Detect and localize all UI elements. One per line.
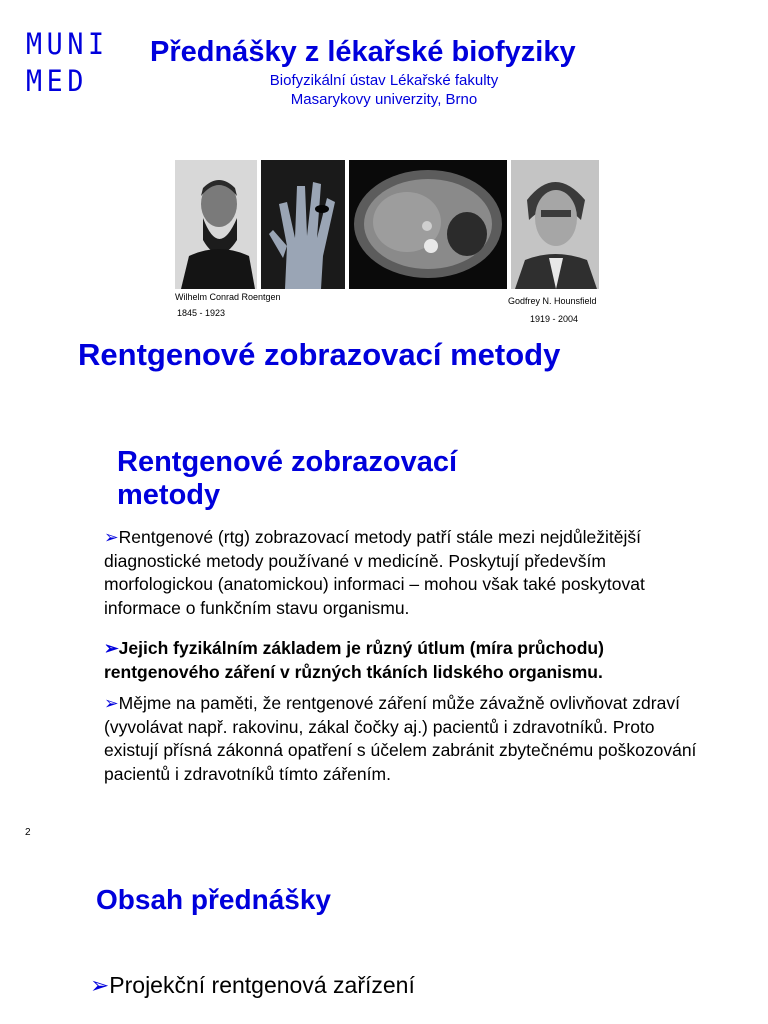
muni-med-logo [26,26,109,100]
hand-xray-image [261,160,345,289]
paragraph-2-text: Jejich fyzikálním základem je různý útlum (míra průchodu) rentgenového záření v různých tkáních lidského organismu. [104,638,604,682]
slide-2-title: Rentgenové zobrazovací metody [117,446,458,511]
logo-line-med: MED [26,64,88,98]
bullet-arrow-icon: ➢ [90,972,110,998]
hounsfield-caption-name: Godfrey N. Hounsfield [508,296,597,306]
paragraph-2 [104,637,704,684]
history-photo-strip [175,160,599,289]
toc-item-1 [90,972,415,999]
slide-1-title: Rentgenové zobrazovací metody [78,337,561,372]
hounsfield-portrait [511,160,599,289]
roentgen-caption-years: 1845 - 1923 [177,308,226,318]
bullet-arrow-icon: ➢ [104,693,119,713]
paragraph-3 [104,692,704,786]
page-number: 2 [25,827,31,838]
roentgen-portrait [175,160,257,289]
hounsfield-caption-years: 1919 - 2004 [530,314,579,324]
institute-line-1: Biofyzikální ústav Lékařské fakulty [269,72,499,89]
logo-line-muni: MUNI [26,27,109,61]
paragraph-1-text: Rentgenové (rtg) zobrazovací metody patří stále mezi nejdůležitější diagnostické metody používané v medicíně. Poskytují především morfologickou (anatomickou) informaci – mohou však také poskytovat informace o funkčním stavu organismu. [104,527,645,618]
ct-scan-image [349,160,507,289]
bullet-arrow-icon: ➢ [104,638,119,658]
toc-item-1-text: Projekční rentgenová zařízení [109,972,415,998]
bullet-arrow-icon: ➢ [104,527,119,547]
institute-line-2: Masarykovy univerzity, Brno [290,91,478,108]
lecture-series-title: Přednášky z lékařské biofyziky [150,36,576,68]
institute-subtitle [200,71,568,109]
slide-3-title: Obsah přednášky [96,884,331,915]
paragraph-1 [104,526,704,620]
roentgen-caption-name: Wilhelm Conrad Roentgen [175,292,281,302]
paragraph-3-text: Mějme na paměti, že rentgenové záření může závažně ovlivňovat zdraví (vyvolávat např. rakovinu, zákal čočky aj.) pacientů i zdravotníků. Proto existují přísná zákonná opatření s účelem zabránit zbytečnému poškozování pacientů i zdravotníků tímto zářením. [104,693,697,784]
